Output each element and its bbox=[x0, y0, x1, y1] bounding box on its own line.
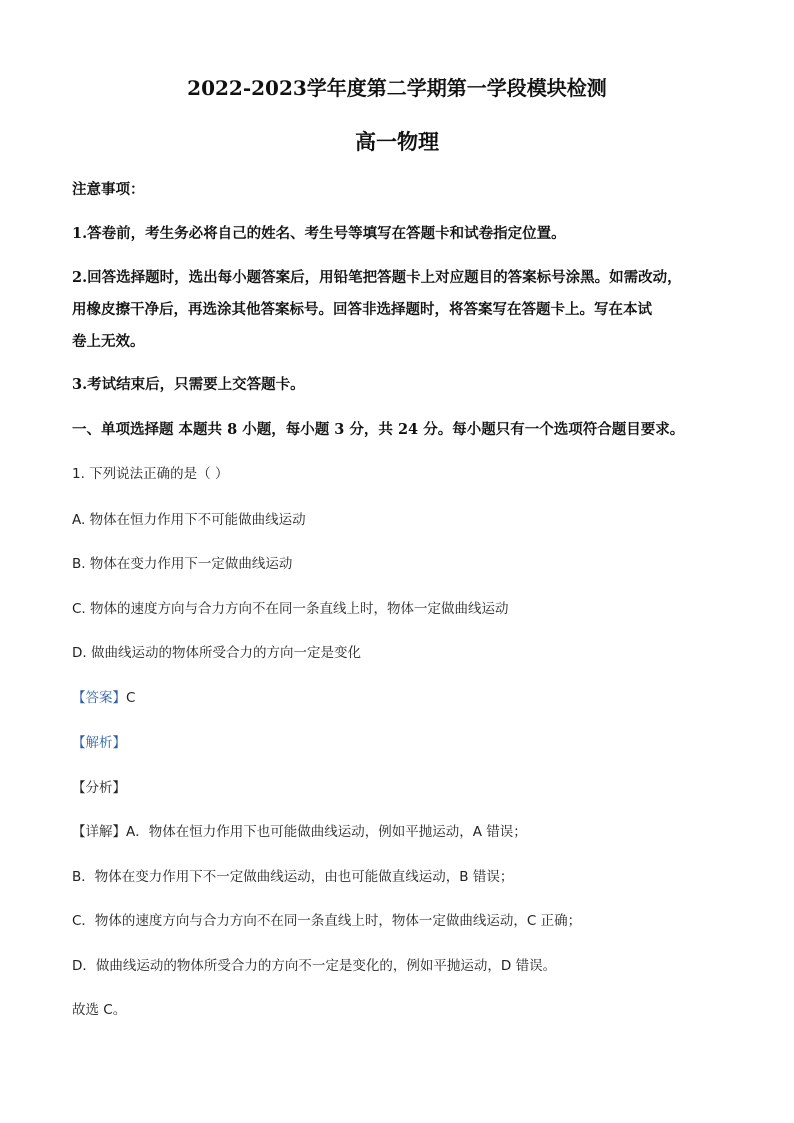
notice-item-1: 1.答卷前，考生务必将自己的姓名、考生号等填写在答题卡和试卷指定位置。 bbox=[72, 225, 566, 242]
detail-line-a bbox=[72, 820, 527, 840]
answer-line bbox=[72, 686, 135, 706]
detail-line-d: D．做曲线运动的物体所受合力的方向不一定是变化的，例如平抛运动，D 错误。 bbox=[72, 958, 557, 974]
detail-tag: 【详解】 bbox=[72, 824, 126, 840]
detail-a-text: A．物体在恒力作用下也可能做曲线运动，例如平抛运动，A 错误； bbox=[126, 824, 527, 840]
option-b: B. 物体在变力作用下一定做曲线运动 bbox=[72, 556, 293, 572]
analysis-tag: 【解析】 bbox=[72, 735, 126, 751]
exam-title: 2022-2023学年度第二学期第一学段模块检测 bbox=[187, 76, 607, 100]
notice-item-3: 3.考试结束后，只需要上交答题卡。 bbox=[72, 376, 305, 393]
option-d: D. 做曲线运动的物体所受合力的方向一定是变化 bbox=[72, 645, 361, 661]
notice-item-2-cont: 用橡皮擦干净后，再选涂其他答案标号。回答非选择题时，将答案写在答题卡上。写在本试 bbox=[72, 301, 652, 318]
conclusion: 故选 C。 bbox=[72, 1002, 127, 1018]
detail-line-c: C．物体的速度方向与合力方向不在同一条直线上时，物体一定做曲线运动，C 正确； bbox=[72, 913, 582, 929]
subject-title: 高一物理 bbox=[355, 129, 439, 154]
notice-item-2: 2.回答选择题时，选出每小题答案后，用铅笔把答题卡上对应题目的答案标号涂黑。如需改动， bbox=[72, 269, 682, 286]
detail-line-b: B．物体在变力作用下不一定做曲线运动，由也可能做直线运动，B 错误； bbox=[72, 869, 514, 885]
notice-heading: 注意事项： bbox=[72, 181, 145, 198]
answer-tag: 【答案】 bbox=[72, 690, 126, 706]
option-c: C. 物体的速度方向与合力方向不在同一条直线上时，物体一定做曲线运动 bbox=[72, 601, 509, 617]
fenxi-tag: 【分析】 bbox=[72, 780, 126, 796]
option-a: A. 物体在恒力作用下不可能做曲线运动 bbox=[72, 512, 306, 528]
section-heading: 一、单项选择题 本题共 8 小题，每小题 3 分，共 24 分。每小题只有一个选项符合题目要求。 bbox=[72, 421, 685, 438]
question-stem: 1. 下列说法正确的是（ ） bbox=[72, 466, 229, 482]
notice-item-2-end: 卷上无效。 bbox=[72, 333, 145, 350]
answer-value: C bbox=[126, 690, 136, 706]
